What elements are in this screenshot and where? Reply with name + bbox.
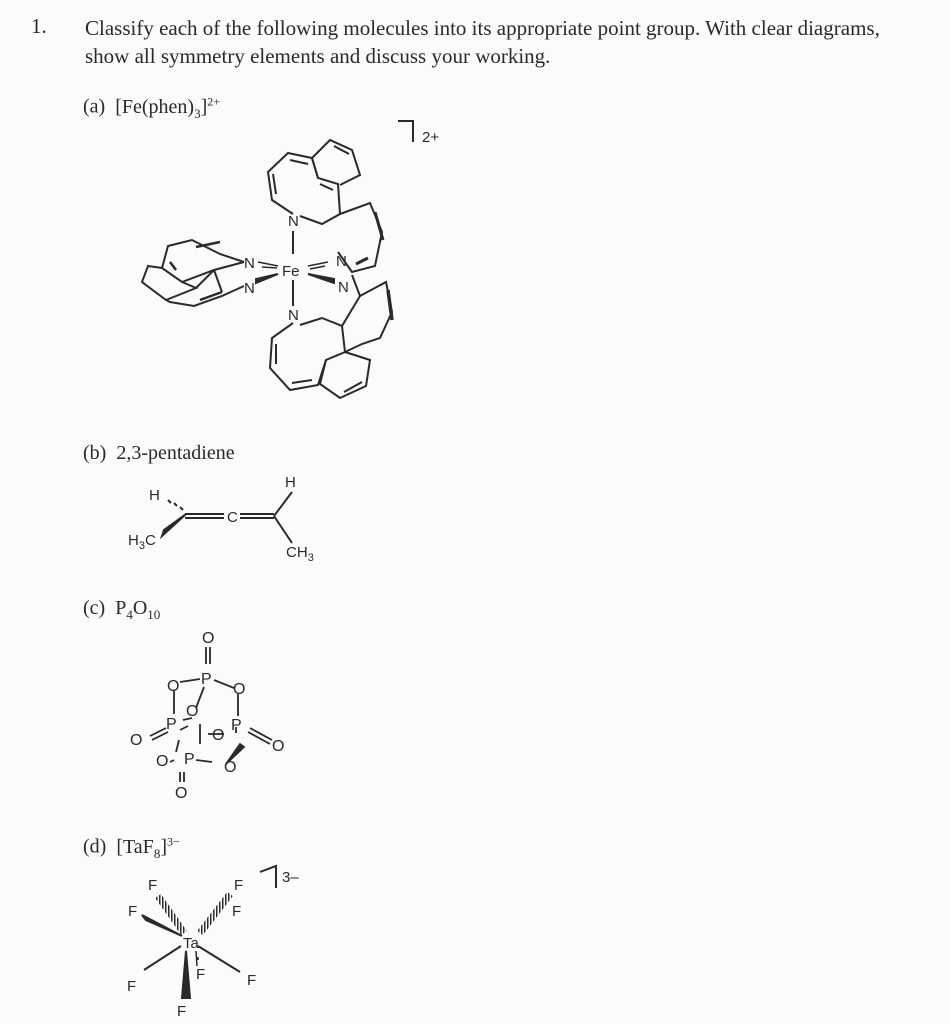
svg-text:F: F <box>177 1003 187 1020</box>
svg-text:O: O <box>156 753 169 770</box>
part-d-letter: (d) <box>83 835 107 858</box>
part-b-name: 2,3-pentadiene <box>116 442 235 464</box>
structure-fe-phen3 <box>142 121 413 398</box>
part-d-formula: $[TaF_8]^{3-}$ <box>116 834 180 861</box>
svg-text:P: P <box>166 716 177 733</box>
part-a-letter: (a) <box>83 95 106 118</box>
svg-text:O: O <box>212 727 225 744</box>
svg-text:O: O <box>224 759 237 776</box>
atom-labels-fe-phen3 <box>244 129 439 324</box>
part-c-formula: $P_4O_{10}$ <box>115 597 161 622</box>
svg-text:O: O <box>272 738 285 755</box>
svg-text:O: O <box>186 703 199 720</box>
svg-text:O: O <box>202 630 215 647</box>
ch3-label: $CH_3$ <box>286 544 314 564</box>
part-c-letter: (c) <box>83 597 106 619</box>
svg-text:O: O <box>233 681 246 698</box>
svg-text:P: P <box>184 751 195 768</box>
svg-text:N: N <box>336 253 347 270</box>
svg-text:C: C <box>227 509 238 526</box>
svg-text:F: F <box>127 978 137 995</box>
svg-text:F: F <box>148 877 158 894</box>
part-b-letter: (b) <box>83 442 107 464</box>
svg-text:F: F <box>234 877 244 894</box>
svg-text:Fe: Fe <box>282 263 300 280</box>
svg-text:N: N <box>244 280 255 297</box>
svg-text:F: F <box>196 966 206 983</box>
svg-text:F: F <box>232 903 242 920</box>
svg-text:N: N <box>288 307 299 324</box>
charge-3minus: 3– <box>282 869 299 886</box>
svg-text:H: H <box>285 474 296 491</box>
svg-text:Ta: Ta <box>183 935 199 952</box>
charge-2plus: 2+ <box>422 129 440 146</box>
svg-text:F: F <box>128 903 138 920</box>
svg-text:P: P <box>201 671 212 688</box>
question-number: 1. <box>31 14 47 38</box>
h3c-label: $H_3C$ <box>128 532 156 552</box>
atom-labels-p4o10 <box>130 630 284 802</box>
svg-text:P: P <box>231 717 242 734</box>
svg-text:O: O <box>130 732 143 749</box>
part-a-formula: $[Fe(phen)_3]^{2+}$ <box>115 94 221 121</box>
svg-text:F: F <box>247 972 257 989</box>
svg-text:N: N <box>288 213 299 230</box>
atom-labels-taf8 <box>127 869 299 1020</box>
svg-text:H: H <box>149 487 160 504</box>
question-text: Classify each of the following molecules into its appropriate point group. With clear diagrams, show all symmetry elements and discuss your working. <box>85 16 880 68</box>
svg-text:N: N <box>244 255 255 272</box>
svg-text:O: O <box>167 678 180 695</box>
svg-text:N: N <box>338 279 349 296</box>
svg-text:O: O <box>175 785 188 802</box>
